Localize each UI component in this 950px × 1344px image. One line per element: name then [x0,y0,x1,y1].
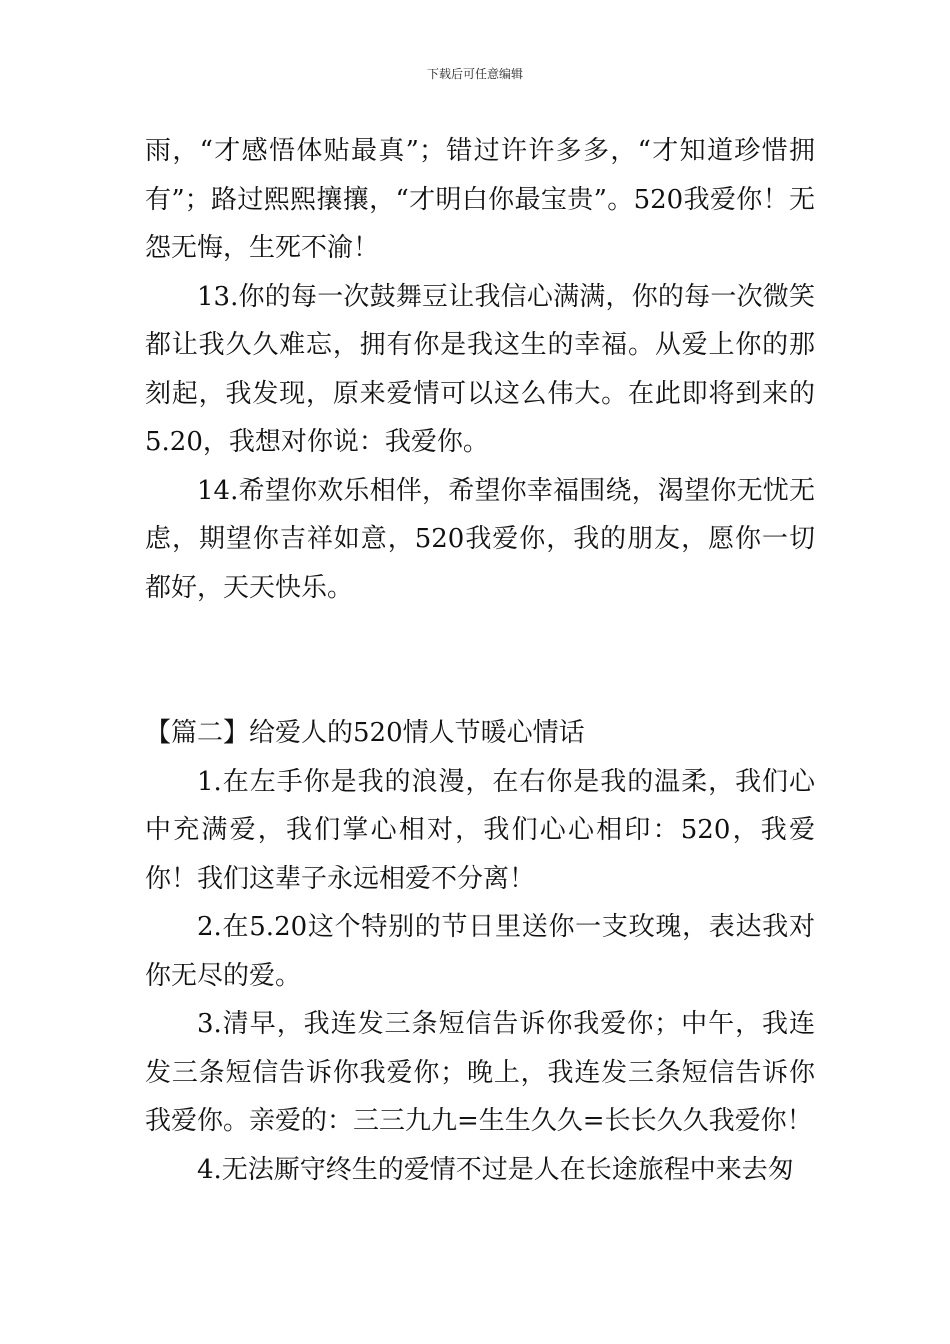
document-body [145,127,815,1194]
page-header: 下载后可任意编辑 [426,67,523,81]
section-title: 【篇二】给爱人的520情人节暖心情话 [145,718,585,748]
paragraph-item-13: 13.你的每一次鼓舞豆让我信心满满，你的每一次微笑都让我久久难忘，拥有你是我这生的幸福。从爱上你的那刻起，我发现，原来爱情可以这么伟大。在此即将到来的5.20，我想对你说：我爱你。 [145,281,815,457]
section-spacer [145,612,815,709]
paragraph-item-4: 4.无法厮守终生的爱情不过是人在长途旅程中来去匆 [197,1154,794,1185]
paragraph-item-3: 3.清早，我连发三条短信告诉你我爱你；中午，我连发三条短信告诉你我爱你；晚上，我连发三条短信告诉你我爱你。亲爱的：三三九九=生生久久=长长久久我爱你！ [145,1009,815,1136]
paragraph-item-1: 1.在左手你是我的浪漫，在右你是我的温柔，我们心中充满爱，我们掌心相对，我们心心相印：520，我爱你！我们这辈子永远相爱不分离！ [145,766,815,894]
paragraph-item-2: 2.在5.20这个特别的节日里送你一支玫瑰，表达我对你无尽的爱。 [145,912,815,991]
paragraph-continued: 雨，“才感悟体贴最真”；错过许许多多，“才知道珍惜拥有”；路过熙熙攘攘，“才明白你最宝贵”。520我爱你！无怨无悔，生死不渝！ [145,136,815,263]
paragraph-item-14: 14.希望你欢乐相伴，希望你幸福围绕，渴望你无忧无虑，期望你吉祥如意，520我爱你，我的朋友，愿你一切都好，天天快乐。 [145,475,815,603]
